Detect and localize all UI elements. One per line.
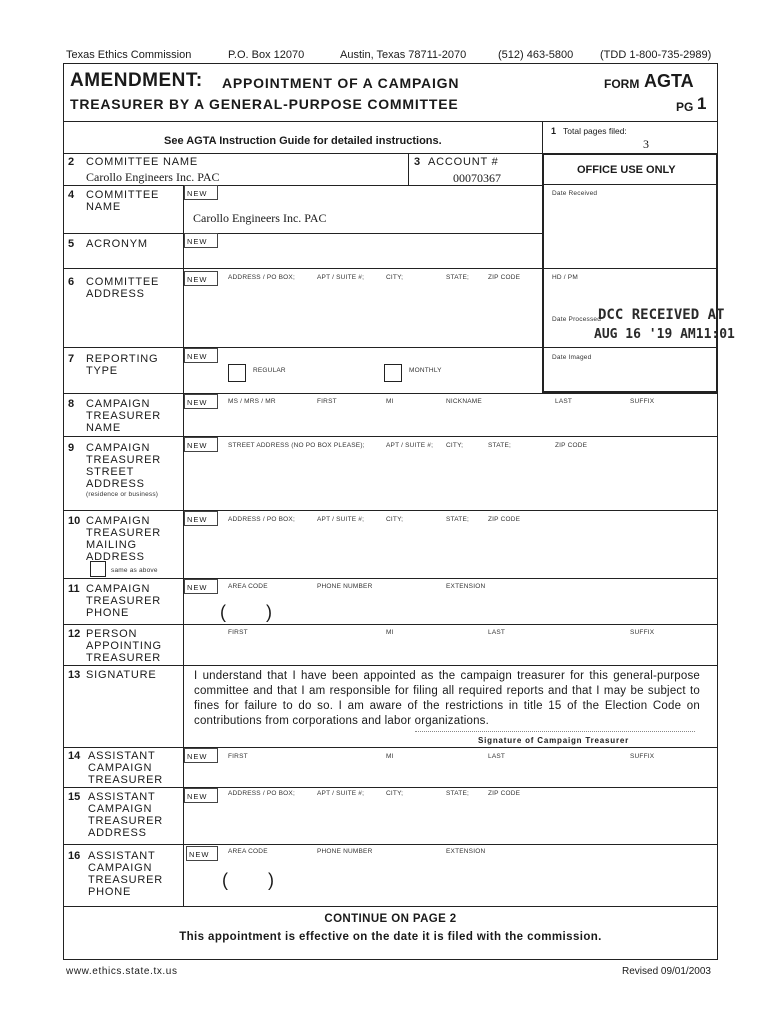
divider (63, 747, 718, 748)
section-label: TYPE (86, 365, 118, 377)
column-label: LAST (555, 398, 573, 405)
column-label: MI (386, 753, 394, 760)
section-number: 6 (68, 276, 75, 288)
committee-name-value[interactable]: Carollo Engineers Inc. PAC (86, 170, 220, 184)
column-label: CITY; (386, 274, 404, 281)
form-prefix: FORM (604, 77, 640, 91)
section-label: PHONE (86, 607, 130, 619)
regular-option-label: REGULAR (253, 367, 286, 374)
po-box: P.O. Box 12070 (228, 49, 305, 61)
monthly-option-label: MONTHLY (409, 367, 442, 374)
page-prefix: PG (676, 100, 694, 114)
column-label: ADDRESS / PO BOX; (228, 516, 295, 523)
divider (63, 233, 542, 234)
treasurer-acknowledgement-text: I understand that I have been appointed as the campaign treasurer for this general-purpose committee and that I am responsible for filing all required reports and that I may be subject to fines for failure to do so. I am aware of the restrictions in title 15 of the Election Code on contributions from corporations and labor organizations. (194, 670, 700, 727)
section-label: TREASURER (88, 815, 164, 827)
account-label: ACCOUNT # (428, 156, 499, 168)
total-pages-value[interactable]: 3 (643, 137, 649, 151)
area-code-parens[interactable]: ( ) (222, 870, 274, 890)
section-label: MAILING (86, 539, 137, 551)
section-label: CAMPAIGN (86, 583, 151, 595)
divider (63, 578, 718, 579)
signature-caption: Signature of Campaign Treasurer (478, 736, 630, 745)
section-number: 9 (68, 442, 75, 454)
section-label: NAME (86, 201, 121, 213)
section-label: TREASURER (88, 774, 164, 786)
area-code-parens[interactable]: ( ) (220, 602, 272, 622)
column-label: MS / MRS / MR (228, 398, 276, 405)
new-indicator[interactable]: NEW (184, 233, 218, 248)
section-number: 2 (68, 156, 75, 168)
date-processed-label: Date Processed (552, 316, 602, 323)
residence-note: (residence or business) (86, 491, 159, 498)
new-indicator[interactable]: NEW (184, 748, 218, 763)
section-label: TREASURER (86, 652, 162, 664)
section-label: CAMPAIGN (88, 762, 153, 774)
column-label: ADDRESS / PO BOX; (228, 274, 295, 281)
column-label: STREET ADDRESS (NO PO BOX PLEASE); (228, 442, 365, 449)
title-line-2: TREASURER BY A GENERAL-PURPOSE COMMITTEE (70, 96, 459, 112)
total-pages-label: Total pages filed: (563, 126, 627, 136)
section-number: 11 (68, 583, 80, 595)
column-label: EXTENSION (446, 848, 486, 855)
column-label: APT / SUITE #; (317, 274, 365, 281)
column-label: FIRST (228, 629, 248, 636)
column-label: APT / SUITE #; (317, 790, 365, 797)
section-number: 15 (68, 791, 81, 803)
signature-line[interactable] (415, 731, 695, 732)
column-label: STATE; (446, 516, 469, 523)
new-indicator[interactable]: NEW (184, 579, 218, 594)
new-indicator[interactable]: NEW (184, 185, 218, 200)
column-label: FIRST (317, 398, 337, 405)
column-label: STATE; (446, 790, 469, 797)
section-number: 7 (68, 353, 75, 365)
section-label: CAMPAIGN (88, 803, 153, 815)
new-indicator[interactable]: NEW (184, 394, 218, 409)
divider (63, 665, 718, 666)
column-label: MI (386, 398, 394, 405)
phone: (512) 463-5800 (498, 49, 574, 61)
hd-pm-label: HD / PM (552, 274, 578, 281)
section-label: REPORTING (86, 353, 159, 365)
divider (63, 347, 542, 348)
signature-section-label: SIGNATURE (86, 669, 157, 681)
section-label: APPOINTING (86, 640, 162, 652)
section-label: TREASURER (88, 874, 164, 886)
divider (63, 185, 542, 186)
total-pages-number: 1 (551, 126, 557, 136)
new-indicator[interactable]: NEW (184, 511, 218, 526)
divider (542, 347, 718, 348)
divider (542, 121, 543, 153)
section-label: TREASURER (86, 595, 162, 607)
column-label: ADDRESS / PO BOX; (228, 790, 295, 797)
divider (63, 436, 718, 437)
divider (63, 121, 718, 122)
divider (63, 906, 718, 907)
divider (63, 844, 718, 845)
column-label: MI (386, 629, 394, 636)
same-as-above-checkbox[interactable] (90, 561, 106, 577)
section-label: TREASURER (86, 527, 162, 539)
column-label: STATE; (446, 274, 469, 281)
divider (542, 184, 718, 185)
date-received-label: Date Received (552, 190, 598, 197)
received-stamp-line-2: AUG 16 '19 AM11:01 (594, 327, 735, 342)
column-label: SUFFIX (630, 753, 655, 760)
effective-date-notice: This appointment is effective on the date it is filed with the commission. (179, 931, 602, 943)
column-label: APT / SUITE #; (317, 516, 365, 523)
form-code: AGTA (644, 71, 694, 91)
section-number: 3 (414, 156, 421, 168)
column-label: LAST (488, 629, 506, 636)
section-label: ASSISTANT (88, 791, 156, 803)
column-label: CITY; (446, 442, 464, 449)
section-label: STREET (86, 466, 135, 478)
section-number: 16 (68, 850, 81, 862)
column-label: PHONE NUMBER (317, 848, 373, 855)
title-line-1: APPOINTMENT OF A CAMPAIGN (222, 75, 460, 91)
new-indicator[interactable]: NEW (186, 846, 218, 861)
received-stamp-line-1: DCC RECEIVED AT (598, 307, 725, 323)
continue-notice: CONTINUE ON PAGE 2 (324, 913, 457, 925)
section-number: 5 (68, 238, 75, 250)
section-label: TREASURER (86, 454, 162, 466)
divider (63, 268, 542, 269)
column-label: SUFFIX (630, 629, 655, 636)
divider (63, 787, 718, 788)
section-label: CAMPAIGN (86, 515, 151, 527)
monthly-checkbox[interactable] (384, 364, 402, 382)
section-number: 14 (68, 750, 81, 762)
column-label: APT / SUITE #; (386, 442, 434, 449)
column-label: AREA CODE (228, 848, 268, 855)
column-label: PHONE NUMBER (317, 583, 373, 590)
section-number: 13 (68, 669, 81, 681)
column-label: CITY; (386, 790, 404, 797)
page-number: 1 (697, 94, 707, 113)
column-label: FIRST (228, 753, 248, 760)
section-label: ADDRESS (88, 827, 147, 839)
city-address: Austin, Texas 78711-2070 (340, 49, 467, 61)
section-label: CAMPAIGN (86, 442, 151, 454)
section-label: COMMITTEE (86, 189, 160, 201)
column-label: ZIP CODE (488, 274, 521, 281)
column-label: NICKNAME (446, 398, 482, 405)
divider (63, 624, 718, 625)
column-label: ZIP CODE (488, 516, 521, 523)
section-label: ASSISTANT (88, 850, 156, 862)
section-number: 12 (68, 628, 81, 640)
column-label: LAST (488, 753, 506, 760)
section-number: 4 (68, 189, 75, 201)
column-label: STATE; (488, 442, 511, 449)
tdd-phone: (TDD 1-800-735-2989) (600, 49, 712, 61)
website-link[interactable]: www.ethics.state.tx.us (66, 966, 178, 977)
divider (408, 153, 409, 185)
section-label: ADDRESS (86, 288, 145, 300)
divider (63, 510, 718, 511)
section-number: 8 (68, 398, 75, 410)
section-label: TREASURER (86, 410, 162, 422)
section-label: ASSISTANT (88, 750, 156, 762)
section-label: CAMPAIGN (86, 398, 151, 410)
instructions-note: See AGTA Instruction Guide for detailed instructions. (164, 135, 442, 147)
revision-date: Revised 09/01/2003 (622, 966, 711, 977)
new-indicator[interactable]: NEW (184, 348, 218, 363)
agency-name: Texas Ethics Commission (66, 49, 192, 61)
section-label: PERSON (86, 628, 138, 640)
column-label: ZIP CODE (488, 790, 521, 797)
amendment-label: AMENDMENT: (70, 70, 203, 91)
date-imaged-label: Date Imaged (552, 354, 592, 361)
divider (63, 393, 718, 394)
new-indicator[interactable]: NEW (184, 271, 218, 286)
section-number: 10 (68, 515, 81, 527)
section-label: NAME (86, 422, 121, 434)
column-label: SUFFIX (630, 398, 655, 405)
section-label: COMMITTEE (86, 276, 160, 288)
column-label: EXTENSION (446, 583, 486, 590)
section-label: ADDRESS (86, 478, 145, 490)
new-indicator[interactable]: NEW (184, 788, 218, 803)
acronym-label: ACRONYM (86, 238, 148, 250)
column-label: CITY; (386, 516, 404, 523)
column-label: AREA CODE (228, 583, 268, 590)
divider (542, 268, 718, 269)
section-label: CAMPAIGN (88, 862, 153, 874)
same-as-above-label: same as above (111, 567, 158, 574)
section-label: ADDRESS (86, 551, 145, 563)
new-indicator[interactable]: NEW (184, 437, 218, 452)
account-number-value[interactable]: 00070367 (453, 171, 501, 185)
regular-checkbox[interactable] (228, 364, 246, 382)
column-label: ZIP CODE (555, 442, 588, 449)
office-use-title: OFFICE USE ONLY (577, 164, 676, 176)
committee-name-label: COMMITTEE NAME (86, 156, 199, 168)
committee-name-new-value[interactable]: Carollo Engineers Inc. PAC (193, 211, 327, 225)
section-label: PHONE (88, 886, 132, 898)
